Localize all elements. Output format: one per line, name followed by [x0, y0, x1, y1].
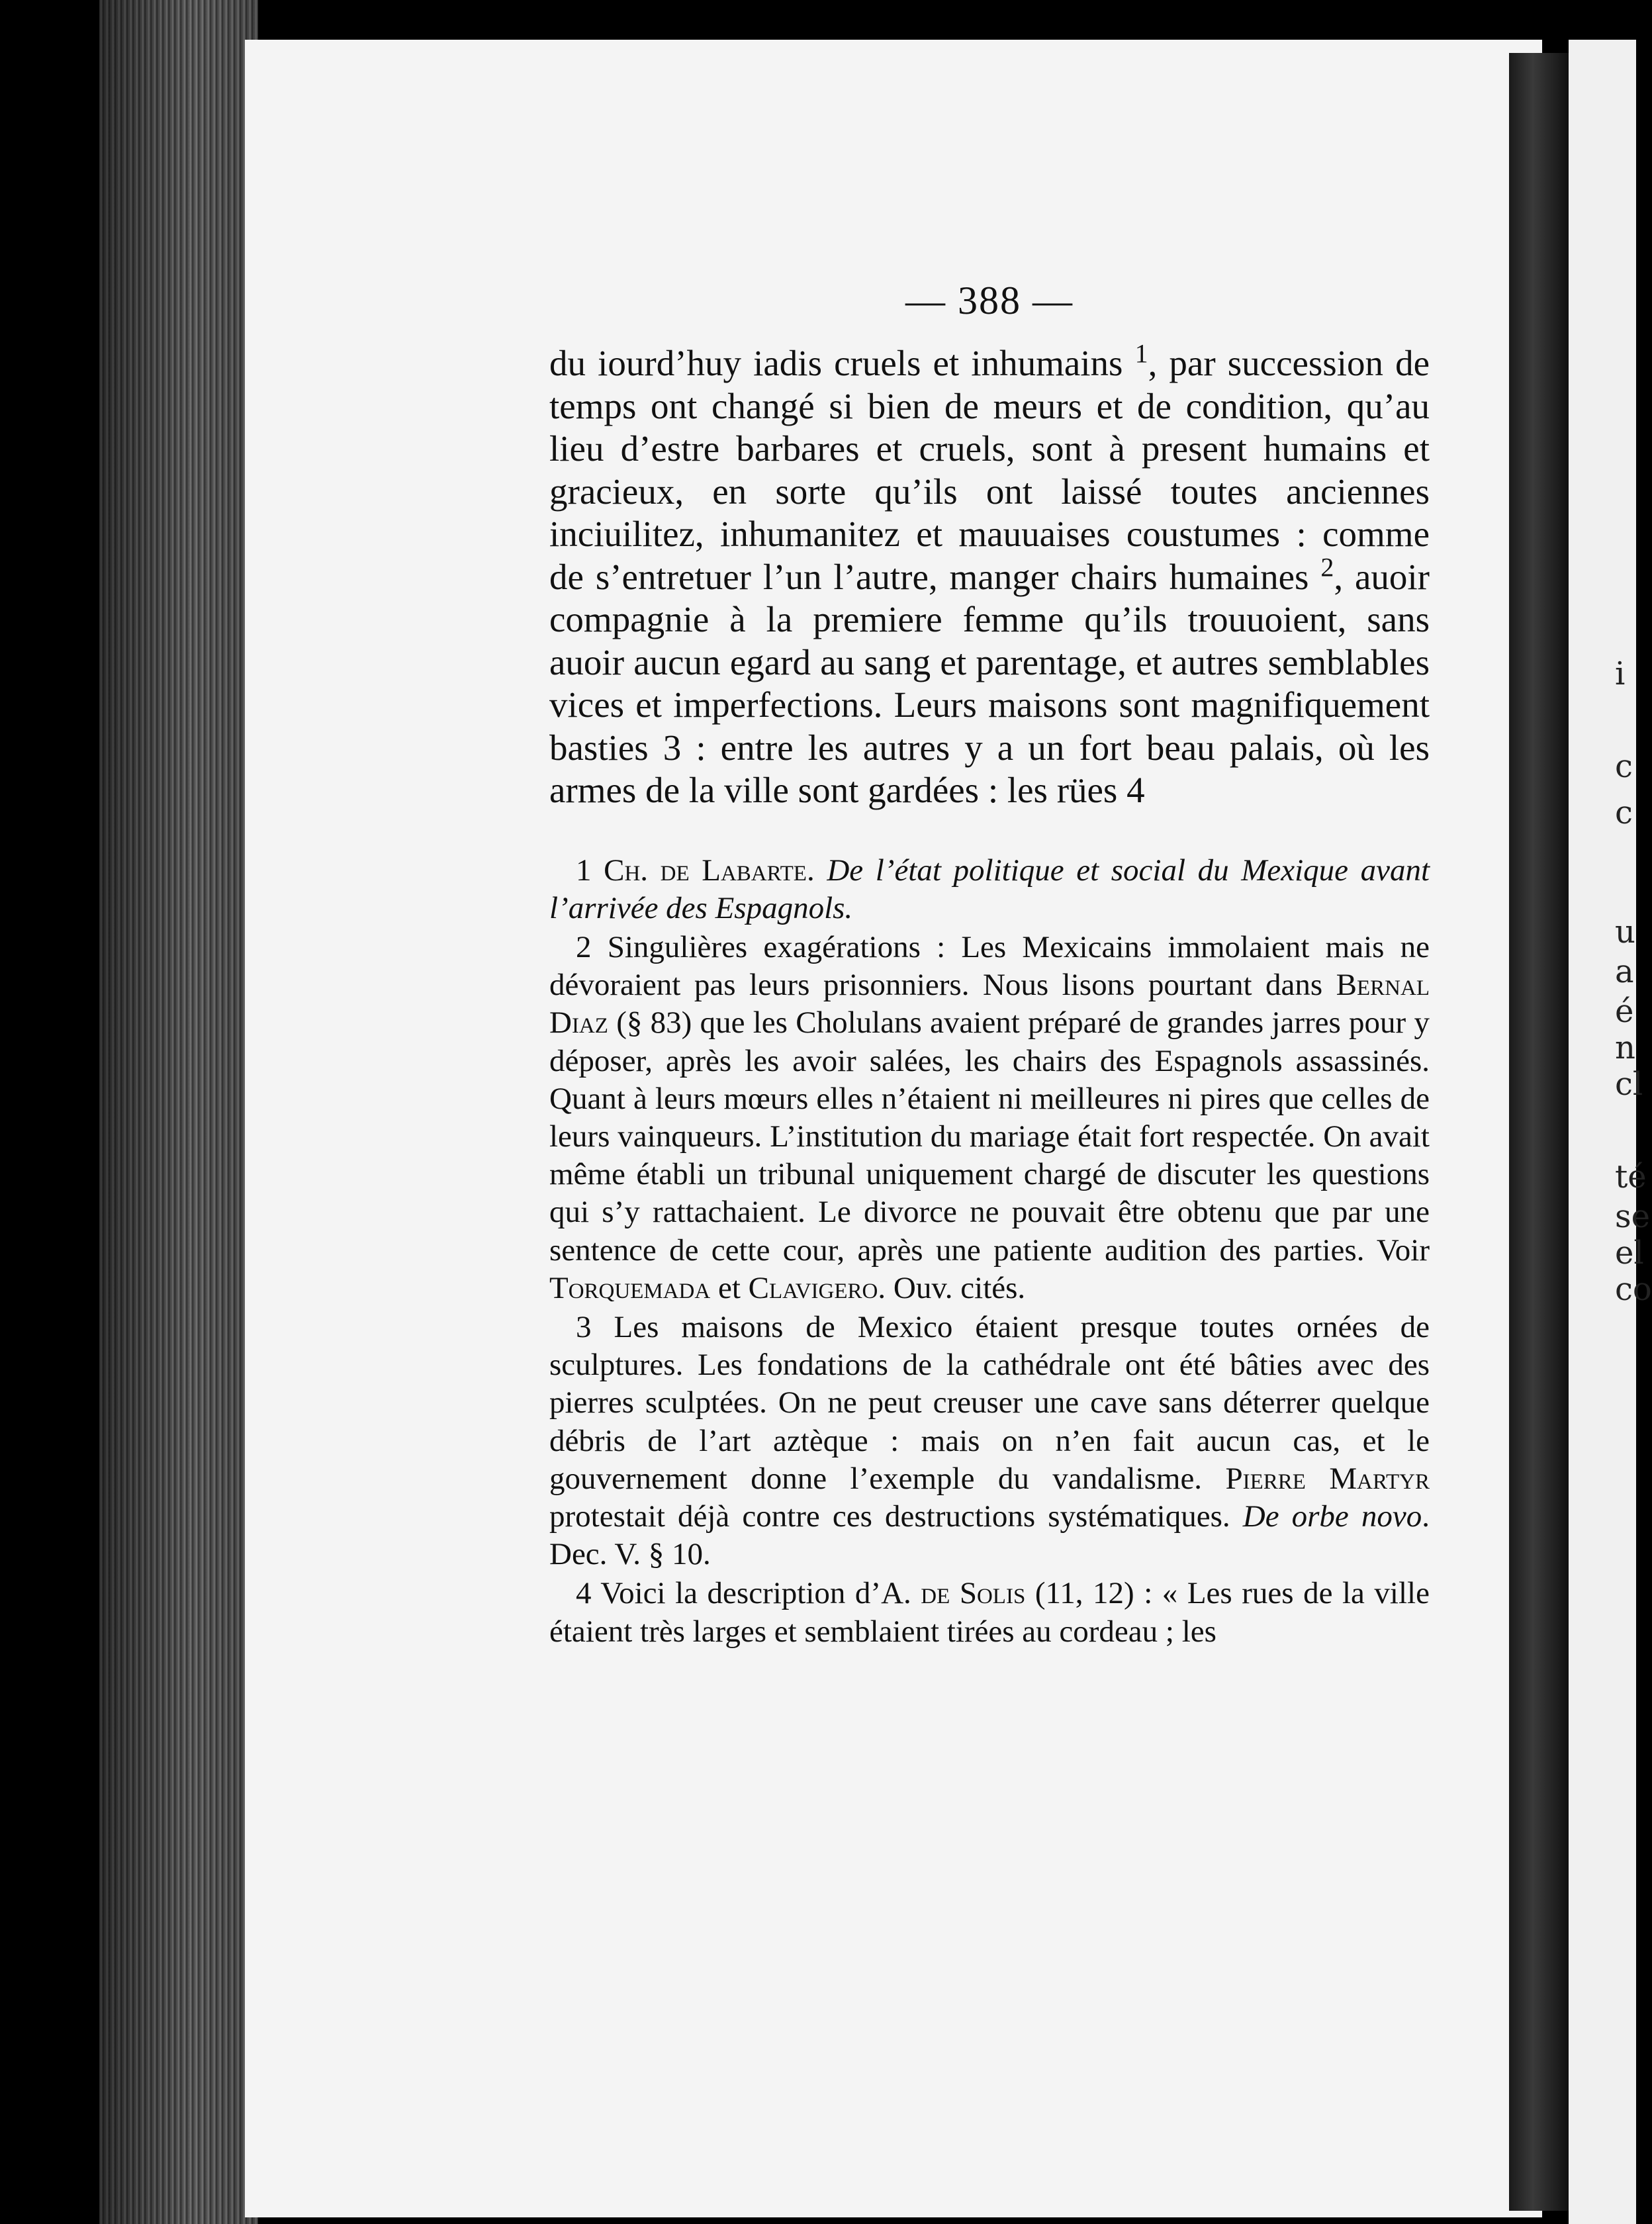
next-letter: té [1615, 1158, 1647, 1195]
main-paragraph [549, 338, 1430, 812]
footnote-author: Pierre Martyr [1225, 1461, 1430, 1496]
footnote-text: . Ouv. cités. [878, 1270, 1026, 1305]
next-letter: c [1615, 748, 1633, 785]
footnote-4 [549, 1575, 1430, 1650]
next-letter: el [1615, 1234, 1644, 1272]
main-text-segment: : entre les autres y a un fort beau palais, où les armes de la ville sont gardées : les rües [549, 727, 1430, 810]
footnotes [549, 852, 1430, 1651]
footnote-2 [549, 929, 1430, 1307]
next-letter: u [1615, 913, 1635, 950]
footnote-text: (§ 83) que les Cholulans avaient préparé de grandes jarres pour y déposer, après les avoir salées, les chairs des Espagnols assassinés. Quant à leurs mœurs elles n’étaient ni meilleures ni pires que celles de leurs vainqueurs. L’institution du mariage était fort respectée. On avait même établi un tribunal uniquement chargé de discuter les questions qui s’y rattachaient. Le divorce ne pouvait être obtenu que par une sentence de cette cour, après une patiente audition des parties. Voir [549, 1005, 1430, 1268]
footnote-author: de Solis [921, 1576, 1026, 1611]
footnote-author: Ch. de Labarte [604, 853, 807, 888]
footnote-text: Voici la description d’A. [600, 1576, 921, 1611]
main-text-segment: du iourd’huy iadis cruels et inhumains [549, 343, 1135, 383]
footnote-title: De l’état politique et social du Mexique avant l’arrivée des Espagnols. [549, 853, 1430, 925]
footnote-marker-inline: 4 [1126, 770, 1145, 810]
footnote-number: 2 [576, 929, 592, 964]
footnote-marker-inline: 3 [663, 727, 682, 768]
footnote-author: Torquemada [549, 1270, 711, 1305]
footnote-author: Clavigero [748, 1270, 878, 1305]
footnote-marker: 2 [1320, 552, 1334, 582]
main-text-segment: , auoir compagnie à la premiere femme qu’ils trouuoient, sans auoir aucun egard au sang et parentage, et autres semblables vices et imperfections. Leurs maisons sont magnifiquement basties [549, 556, 1430, 768]
footnote-text: protestait déjà contre ces destructions systématiques. [549, 1499, 1243, 1534]
text-block [549, 278, 1430, 1652]
page-number: — 388 — [905, 279, 1074, 322]
book-gutter [1509, 53, 1569, 2211]
footnote-text: . Dec. V. § 10. [549, 1499, 1430, 1572]
footnote-3 [549, 1309, 1430, 1573]
main-text-segment: , par succession de temps ont changé si bien de meurs et de condition, qu’au lieu d’estre barbares et cruels, sont à present humains et gracieux, en sorte qu’ils ont laissé toutes anciennes inciuilitez, inhumanitez et mauuaises coustumes : comme de s’entretuer l’un l’autre, manger chairs humaines [549, 343, 1430, 597]
next-letter: co [1615, 1271, 1652, 1308]
page-edges [99, 0, 258, 2224]
footnote-text: . [806, 853, 827, 888]
footnote-text: Les maisons de Mexico étaient presque toutes ornées de sculptures. Les fondations de la cathédrale ont été bâties avec des pierres sculptées. On ne peut creuser une cave sans déterrer quelque débris de l’art aztèque : mais on n’en fait aucun cas, et le gouvernement donne l’exemple du vandalisme. [549, 1309, 1430, 1496]
next-letter: c [1615, 794, 1633, 831]
footnote-number: 3 [576, 1309, 592, 1344]
next-letter: a [1615, 953, 1634, 990]
footnote-1 [549, 852, 1430, 927]
footnote-text: et [710, 1270, 749, 1305]
next-letter: se [1615, 1198, 1651, 1235]
footnote-number: 4 [576, 1576, 592, 1611]
next-letter: n [1615, 1029, 1635, 1066]
next-letter: é [1615, 993, 1634, 1030]
next-letter: cl [1615, 1066, 1643, 1103]
footnote-text: (11, 12) : « Les rues de la ville étaient très larges et semblaient tirées au cordeau ; les [549, 1576, 1430, 1649]
footnote-number: 1 [576, 853, 592, 888]
footnote-title: De orbe novo [1242, 1499, 1422, 1534]
footnote-marker: 1 [1134, 338, 1148, 369]
footnote-text: Singulières exagérations : Les Mexicains immolaient mais ne dévoraient pas leurs prisonniers. Nous lisons pourtant dans [549, 929, 1430, 1003]
next-letter: i [1615, 655, 1626, 692]
footnote-author: Bernal Diaz [549, 968, 1430, 1041]
next-page-edge [1569, 40, 1636, 2224]
